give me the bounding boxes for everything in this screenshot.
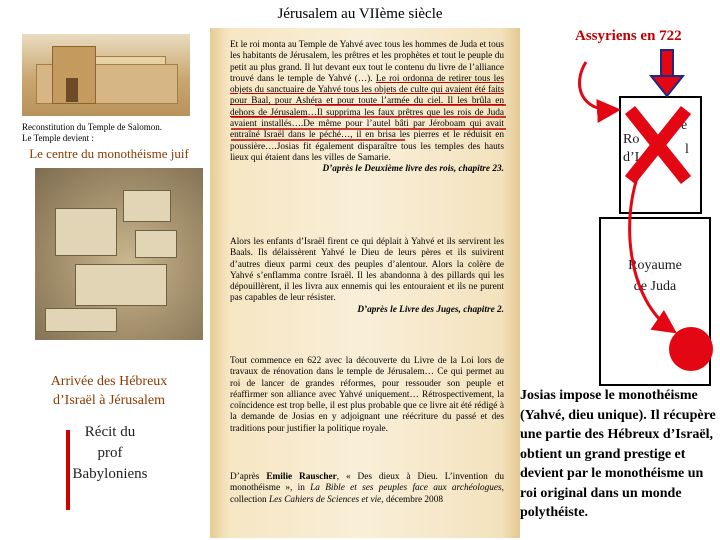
israel-text-3: e [681, 118, 688, 133]
arrival-line1: Arrivée des Hébreux [50, 374, 168, 389]
israel-text-1: Ro [623, 132, 640, 147]
temple-caption-line2: Le Temple devient : [22, 133, 94, 143]
text-kings-source: D’après le Deuxième livre des rois, chapitre 23. [322, 164, 504, 175]
ref-prefix: D’après [230, 472, 267, 482]
recit-line2: prof [97, 445, 123, 461]
assyrians-label: Assyriens en 722 [575, 28, 682, 44]
down-arrow-icon [651, 50, 683, 96]
temple-caption-line1: Reconstitution du Temple de Salomon. [22, 122, 162, 132]
text-judges-body: Alors les enfants d’Israël firent ce qui déplait à Yahvé et ils servirent les Baals. Ils délaissèrent Yahvé le Dieu de leurs pères et ils suivirent d’autres dieux parmi ceux des peuples d’alentour. Alors la colère de Yahvé s’enflamma contre Israël. Il les abandonna à des pillards qui les dépouillèrent, il les livra aux ennemis qui les entouraient et ils ne purent pas capables de leur résister. [230, 237, 504, 304]
ref-date: , décembre 2008 [381, 494, 443, 505]
text-kings-c: …Il supprima les faux prêtres que les rois de Juda avaient installés….De même pour l’autel bâti par Jéroboam qui avait entraîné Israël dans le péché…, il en brisa les pierres et le réduisit en poussière….Josias fit également disparaître tous les temples des hauts lieux qui étaient dans les villes de Samarie. [230, 107, 504, 163]
underline-marks [231, 105, 506, 140]
temple-heading: Le centre du monothéisme juif [29, 146, 189, 161]
text-judges-source: D’après le Livre des Juges, chapitre 2. [357, 304, 504, 315]
recit-line1: Récit du [84, 424, 136, 440]
curved-arrow-assyrians [579, 62, 615, 110]
israel-text-2: d’I [623, 150, 640, 165]
ref-coll-label: , collection [230, 483, 504, 505]
conclusion-text: Josias impose le monothéisme (Yahvé, dieu unique). Il récupère une partie des Hébreux d’Israël, obtient un grand prestige et devient par le monothéisme un roi original dans un monde polythéiste. [520, 388, 716, 520]
arrival-line2: d’Israël à Jérusalem [53, 393, 165, 408]
ref-author: Emilie Rauscher [266, 472, 337, 482]
ref-book: La Bible et ses peuples face aux archéologues [310, 483, 502, 494]
israel-text-4: l [685, 142, 689, 157]
ref-title: , « Des dieux à Dieu. L’invention du monothéisme », in [230, 472, 504, 494]
text-josias: Tout commence en 622 avec la découverte du Livre de la Loi lors de travaux de rénovation dans le temple de Jérusalem… Ce qui permet au roi de lancer de grandes réformes, pour ressouder son peuple et réaffirmer son alliance avec Yahvé uniquement… Rétrospectivement, la coïncidence est trop belle, il est plus probable que ce livre ait été rédigé à la demande de Josias en y adjoignant une réécriture du passé et des traditions pour justifier la politique royale. [230, 356, 504, 434]
arrow-israel-to-juda [630, 170, 672, 330]
cross-icon [630, 110, 686, 180]
recit-line3: Babyloniens [72, 466, 148, 482]
juda-line2: de Juda [633, 279, 677, 294]
page-title: Jérusalem au VIIème siècle [277, 6, 443, 22]
text-kings-a: Et le roi monta au Temple de Yahvé avec tous les hommes de Juda et tous les habitants de Jérusalem, les prêtres et les prophètes et tout le peuple du petit au plus grand. Il lut devant eux tout le contenu du livre de l’alliance trouvé dans le temple de Yahvé (…). [230, 40, 504, 84]
juda-line1: Royaume [628, 258, 682, 273]
text-kings-underlined: Le roi ordonna de retirer tous les objets du sanctuaire de Yahvé tous les objets de culte qui avaient été faits pour Baal, pour Ashéra et pour toute l’armée du ciel. Il les brûla en dehors de Jérusalem [230, 73, 504, 118]
ref-collection: Les Cahiers de Sciences et vie [268, 494, 382, 505]
